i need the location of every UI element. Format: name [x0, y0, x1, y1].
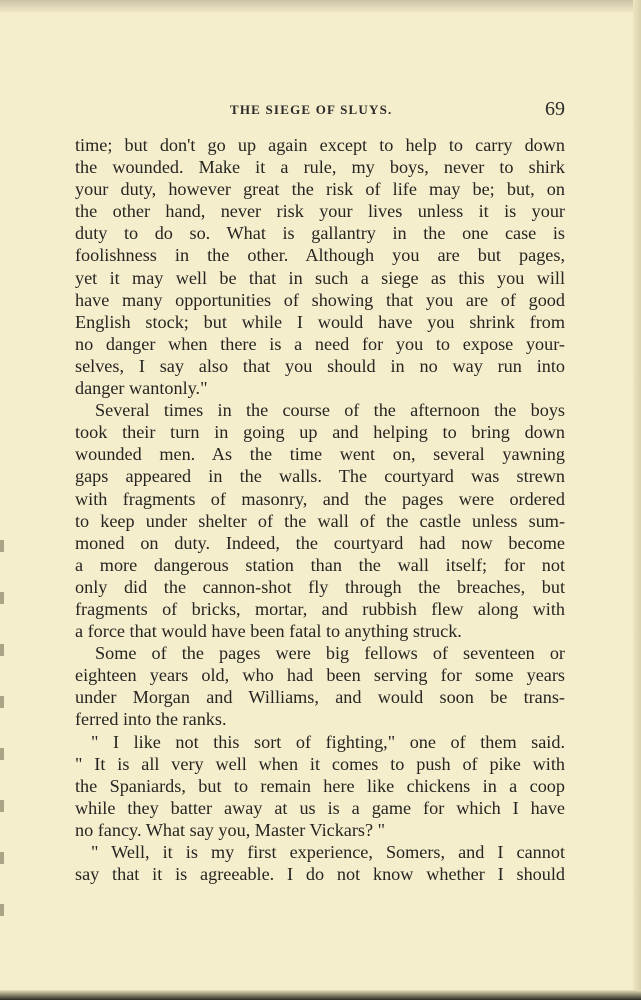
text-line: Some of the pages were big fellows of seventeen or [95, 643, 565, 664]
text-line: with fragments of masonry, and the pages were ordered [75, 488, 565, 509]
text-line: " Well, it is my first experience, Somers, and I cannot [91, 842, 565, 862]
text-line: the wounded. Make it a rule, my boys, never to shirk [75, 157, 565, 178]
text-line: yet it may well be that in such a siege as this you will [75, 267, 565, 288]
text-line: the Spaniards, but to remain here like chickens in a coop [75, 775, 565, 796]
text-line: no danger when there is a need for you to expose your- [75, 333, 565, 354]
text-line: foolishness in the other. Although you are but pages, [75, 245, 565, 266]
page-number: 69 [545, 98, 565, 120]
text-line: wounded men. As the time went on, several yawning [75, 444, 565, 465]
text-line: " I like not this sort of fighting," one of them said. [91, 731, 565, 752]
page-right-edge [633, 0, 641, 1000]
page-header [75, 98, 565, 122]
text-line: duty to do so. What is gallantry in the one case is [75, 223, 565, 244]
text-line: say that it is agreeable. I do not know whether I should [75, 864, 565, 885]
text-line: Several times in the course of the afternoon the boys [95, 400, 565, 421]
text-line: ferred into the ranks. [75, 709, 227, 730]
running-title: THE SIEGE OF SLUYS. [230, 102, 393, 117]
text-line: time; but don't go up again except to help to carry down [75, 135, 565, 155]
body-text [75, 134, 565, 885]
text-line: gaps appeared in the walls. The courtyard was strewn [75, 466, 565, 487]
text-line: have many opportunities of showing that you are of good [75, 289, 565, 310]
binding-marks [0, 500, 4, 940]
text-line: the other hand, never risk your lives unless it is your [75, 201, 565, 222]
text-line: moned on duty. Indeed, the courtyard had now become [75, 532, 565, 553]
text-line: danger wantonly." [75, 378, 208, 399]
text-line: only did the cannon-shot fly through the breaches, but [75, 576, 565, 597]
page-bottom-shadow [0, 990, 641, 1000]
page-top-shadow [0, 0, 641, 12]
text-line: under Morgan and Williams, and would soon be trans- [75, 687, 565, 708]
text-line: a force that would have been fatal to anything struck. [75, 621, 462, 642]
text-line: fragments of bricks, mortar, and rubbish flew along with [75, 598, 565, 619]
text-line: your duty, however great the risk of life may be; but, on [75, 179, 565, 200]
text-line: a more dangerous station than the wall itself; for not [75, 554, 565, 575]
text-line: to keep under shelter of the wall of the castle unless sum- [75, 510, 565, 531]
text-line: while they batter away at us is a game for which I have [75, 797, 565, 818]
text-line: no fancy. What say you, Master Vickars? " [75, 819, 386, 840]
text-line: English stock; but while I would have you shrink from [75, 311, 565, 332]
text-line: selves, I say also that you should in no way run into [75, 355, 565, 376]
text-line: eighteen years old, who had been serving for some years [75, 665, 565, 686]
text-line: " It is all very well when it comes to push of pike with [75, 753, 565, 774]
text-line: took their turn in going up and helping to bring down [75, 422, 565, 443]
